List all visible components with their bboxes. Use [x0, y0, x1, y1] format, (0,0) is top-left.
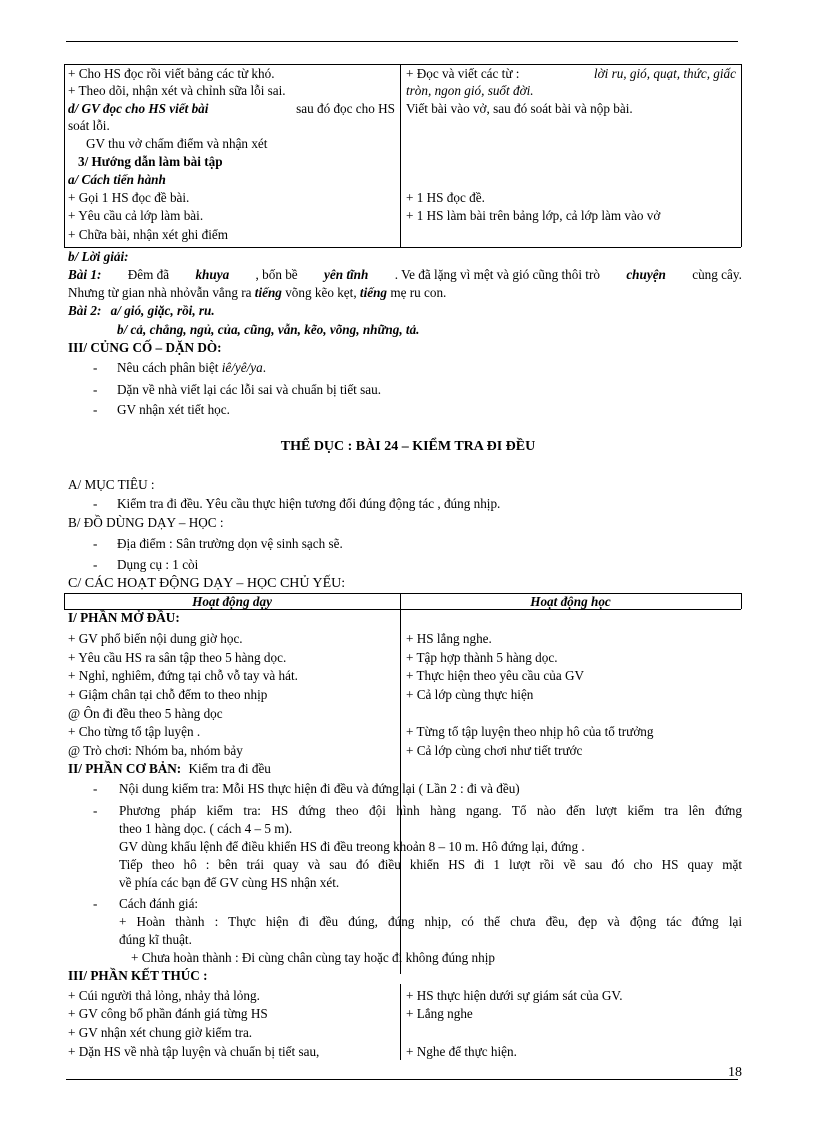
- top-left-line: + Chữa bài, nhận xét ghi điểm: [68, 227, 228, 242]
- part3-student: + Nghe để thực hiện.: [406, 1044, 517, 1059]
- bullet-dash: -: [93, 536, 98, 551]
- top-left-line: soát lỗi.: [68, 118, 110, 133]
- bai2-label: Bài 2:: [68, 303, 102, 318]
- cung-co-item: GV nhận xét tiết học.: [117, 402, 230, 417]
- footer-rule: [66, 1079, 738, 1080]
- part3-teacher: + Cúi người thả lỏng, nhảy thả lỏng.: [68, 988, 260, 1003]
- part2-line: + Chưa hoàn thành : Đi cùng chân cùng tay hoặc đi không đúng nhịp: [131, 950, 495, 965]
- part1-student: + HS lắng nghe.: [406, 631, 492, 646]
- top-left-line: + Theo dõi, nhận xét và chỉnh sữa lỗi sai.: [68, 83, 286, 98]
- part1-teacher: @ Trò chơi: Nhóm ba, nhóm bảy: [68, 743, 243, 758]
- top-left-line: + Cho HS đọc rồi viết bảng các từ khó.: [68, 66, 275, 81]
- part3-teacher: + Dặn HS về nhà tập luyện và chuẩn bị tiết sau,: [68, 1044, 320, 1059]
- part1-teacher: + GV phổ biến nội dung giờ học.: [68, 631, 243, 646]
- top-left-line: + Yêu cầu cả lớp làm bài.: [68, 208, 204, 223]
- bai1-label: Bài 1:: [68, 267, 102, 282]
- part3-heading: III/ PHẦN KẾT THÚC :: [68, 968, 208, 983]
- objective-item: Kiểm tra đi đều. Yêu cầu thực hiện tương đối đúng động tác , đúng nhịp.: [117, 496, 501, 511]
- words-list: lời ru, gió, quạt, thức, giấc: [593, 66, 736, 81]
- bai1-text: mẹ ru con.: [390, 285, 447, 300]
- part1-teacher: + Giậm chân tại chỗ đếm to theo nhịp: [68, 687, 268, 702]
- part2-line: theo 1 hàng dọc. ( cách 4 – 5 m).: [119, 821, 293, 836]
- part3-student: + Lắng nghe: [406, 1006, 473, 1021]
- part1-teacher: + Nghỉ, nghiêm, đứng tại chỗ vỗ tay và hát.: [68, 668, 298, 683]
- page-number: 18: [728, 1065, 742, 1080]
- bai1-answer: yên tĩnh: [324, 267, 369, 282]
- spelling-pattern: iê/yê/ya: [221, 360, 263, 375]
- bullet-dash: -: [93, 896, 98, 911]
- bullet-dash: -: [93, 803, 98, 818]
- bai1-answer: chuyện: [626, 267, 666, 282]
- top-table-top-border: [64, 64, 741, 65]
- top-right-words-line2: tròn, ngon gió, suốt đời.: [406, 83, 534, 98]
- part3-student: + HS thực hiện dưới sự giám sát của GV.: [406, 988, 623, 1003]
- bullet-dash: -: [93, 496, 98, 511]
- bai1-text: cùng cây.: [692, 267, 742, 282]
- bullet-dash: -: [93, 557, 98, 572]
- top-table-divider: [400, 64, 401, 247]
- cung-co-item-tail: .: [262, 360, 267, 375]
- bai1-text: . Ve đã lặng vì mệt và gió cũng thôi trò: [394, 267, 600, 282]
- cung-co-item: Dặn về nhà viết lại các lỗi sai và chuẩn bị tiết sau.: [117, 382, 382, 397]
- bai1-text: Nhưng từ gian nhà nhỏvẫn vẳng ra: [68, 285, 252, 300]
- part1-teacher: + Cho từng tổ tập luyện .: [68, 724, 201, 739]
- student-column-header: Hoạt động học: [530, 594, 611, 609]
- part1-heading: I/ PHẦN MỞ ĐẦU:: [68, 610, 180, 625]
- lesson-title: THỂ DỤC : BÀI 24 – KIỂM TRA ĐI ĐỀU: [280, 439, 536, 454]
- top-right-line: + 1 HS đọc đề.: [406, 190, 485, 205]
- part2-line: Tiếp theo hô : bên trái quay và sau đó điều khiển HS đi 1 lượt rồi về sau đó cho HS quay mặt: [119, 857, 742, 872]
- teacher-column-header: Hoạt động dạy: [192, 594, 272, 609]
- top-right-words-line: [406, 66, 736, 82]
- cung-co-heading: III/ CỦNG CỐ – DẶN DÒ:: [68, 340, 222, 355]
- cung-co-item: [117, 360, 266, 376]
- activity-table-right-border: [741, 593, 742, 609]
- part2-line: Cách đánh giá:: [119, 896, 199, 911]
- bai2-answer-b: b/ cả, chẳng, ngủ, của, cũng, vẫn, kẽo, võng, những, tả.: [117, 322, 420, 337]
- materials-item: Địa điểm : Sân trường dọn vệ sinh sạch sẽ.: [117, 536, 343, 551]
- materials-item: Dụng cụ : 1 còi: [117, 557, 199, 572]
- part3-teacher: + GV nhận xét chung giờ kiểm tra.: [68, 1025, 253, 1040]
- top-right-line: + 1 HS làm bài trên bảng lớp, cả lớp làm vào vở: [406, 208, 661, 223]
- bai1-answer: tiếng: [254, 285, 282, 300]
- part2-line: đúng kĩ thuật.: [119, 932, 192, 947]
- bai2-answer-a: a/ gió, giặc, rồi, ru.: [110, 303, 215, 318]
- part1-student: + Cả lớp cùng thực hiện: [406, 687, 534, 702]
- part1-student: + Tập hợp thành 5 hàng dọc.: [406, 650, 558, 665]
- bai1-text: , bốn bề: [255, 267, 298, 282]
- part2-line: GV dùng khẩu lệnh để điều khiển HS đi đều treong khoản 8 – 10 m. Hô đứng lại, đứng .: [119, 839, 585, 854]
- bullet-dash: -: [93, 402, 98, 417]
- bullet-dash: -: [93, 781, 98, 796]
- dictation-label: d/ GV đọc cho HS viết bài: [68, 101, 209, 116]
- materials-heading: B/ ĐỒ DÙNG DẠY – HỌC :: [68, 515, 224, 530]
- top-table-bottom-border: [64, 247, 741, 248]
- activity-table-divider-lower: [400, 984, 401, 1060]
- top-left-line: + Gọi 1 HS đọc đề bài.: [68, 190, 190, 205]
- part2-heading-line: [68, 761, 271, 777]
- part1-student: + Cả lớp cùng chơi như tiết trước: [406, 743, 583, 758]
- top-right-line: Viết bài vào vở, sau đó soát bài và nộp bài.: [406, 101, 633, 116]
- solution-heading: b/ Lời giải:: [68, 249, 129, 264]
- bai1-text: Đêm đã: [127, 267, 170, 282]
- bai1-line1: [68, 267, 742, 283]
- top-table-right-border: [741, 64, 742, 247]
- bai1-line2: [68, 285, 446, 301]
- top-left-line: GV thu vở chấm điểm và nhận xét: [86, 136, 268, 151]
- bai1-text: võng kẽo kẹt,: [285, 285, 357, 300]
- dictation-text: sau đó đọc cho HS: [296, 101, 395, 116]
- part2-line: về phía các bạn để GV cùng HS nhận xét.: [119, 875, 340, 890]
- cung-co-item-text: Nêu cách phân biệt: [117, 360, 219, 375]
- objectives-heading: A/ MỤC TIÊU :: [68, 477, 155, 492]
- part2-line: Nội dung kiểm tra: Mỗi HS thực hiện đi đều và đứng lại ( Lần 2 : đi và đều): [119, 781, 520, 796]
- part2-topic: Kiểm tra đi đều: [188, 761, 271, 776]
- words-prefix: + Đọc và viết các từ :: [406, 66, 520, 81]
- part1-teacher: @ Ôn đi đều theo 5 hàng dọc: [68, 706, 223, 721]
- bai1-answer: khuya: [195, 267, 230, 282]
- bullet-dash: -: [93, 382, 98, 397]
- part2-heading: II/ PHẦN CƠ BẢN:: [68, 761, 182, 776]
- top-table-left-border: [64, 64, 65, 247]
- part3-teacher: + GV công bố phần đánh giá từng HS: [68, 1006, 268, 1021]
- part1-student: + Từng tổ tập luyện theo nhịp hô của tổ trưởng: [406, 724, 654, 739]
- part1-teacher: + Yêu cầu HS ra sân tập theo 5 hàng dọc.: [68, 650, 287, 665]
- part2-line: + Hoàn thành : Thực hiện đi đều đúng, đúng nhịp, có thể chưa đều, đẹp và động tác đứng lại: [119, 914, 742, 929]
- part2-line: Phương pháp kiểm tra: HS đứng theo đội hình hàng ngang. Tổ nào đến lượt kiểm tra lên đứng: [119, 803, 742, 818]
- activities-heading: C/ CÁC HOẠT ĐỘNG DẠY – HỌC CHỦ YẾU:: [68, 576, 346, 591]
- section-3-heading: 3/ Hướng dẫn làm bài tập: [78, 154, 223, 169]
- section-a-heading: a/ Cách tiến hành: [68, 172, 166, 187]
- bullet-dash: -: [93, 360, 98, 375]
- bai1-answer: tiếng: [359, 285, 388, 300]
- top-left-d-line: [68, 101, 395, 117]
- bai2-line1: [68, 303, 215, 319]
- header-rule: [66, 41, 738, 42]
- part1-student: + Thực hiện theo yêu cầu của GV: [406, 668, 585, 683]
